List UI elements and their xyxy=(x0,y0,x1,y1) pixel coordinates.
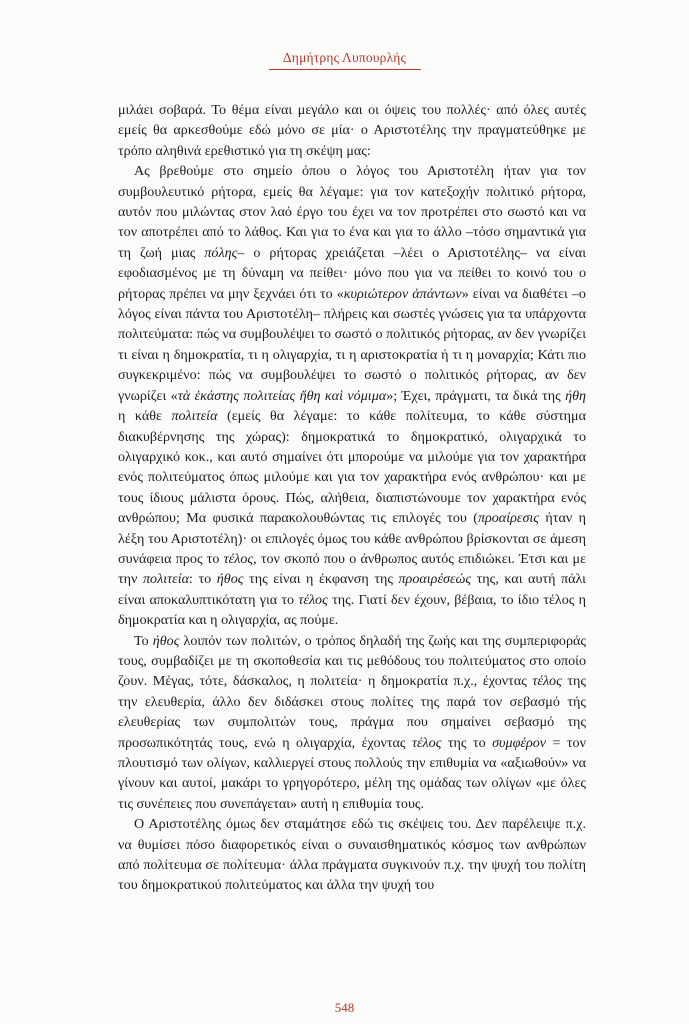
text-run: της το xyxy=(441,734,493,751)
running-header xyxy=(0,50,689,70)
text-run: »; Έχει, πράγματι, τα δικά της xyxy=(386,387,566,404)
italic-term: προαιρέσεώς xyxy=(398,571,472,588)
italic-term: πολιτεία xyxy=(171,408,218,425)
text-run: της. Γιατί δεν έχουν, βέβαια, το ίδιο τέλος η δημοκρατία και η ολιγαρχία, ας πούμε. xyxy=(118,591,586,629)
text-run: Ο Αριστοτέλης όμως δεν σταμάτησε εδώ τις σκέψεις του. Δεν παρέλειψε π.χ. να θυμίσει πόσο διαφορετικός είναι ο συναισθηματικός κόσμος των ανθρώπων από πολίτευμα σε πολίτευμα· άλλα πράγματα συγκινούν π.χ. την ψυχή του πολίτη του δημοκρατικού πολιτεύματος και άλλα την ψυχή του xyxy=(118,816,586,894)
paragraph xyxy=(118,100,586,161)
page-number: 548 xyxy=(334,1000,355,1015)
text-run: , τον σκοπό που ο άνθρωπος αυτός επιδιώκει. Έτσι και με την xyxy=(118,550,586,588)
italic-term: προαίρεσις xyxy=(477,510,540,527)
text-run: : το xyxy=(189,571,217,588)
text-run: (εμείς θα λέγαμε: το κάθε πολίτευμα, το κάθε σύστημα διακυβέρνησης της χώρας): δημοκρατικά το δημοκρατικό, ολιγαρχικά το ολιγαρχικό κοκ., και αυτό σημαίνει ότι μπορούμε να μιλούμε για τον χαρακτήρα ενός πολιτεύματος όπως μιλούμε και για τον χαρακτήρα ενός ανθρώπου· και με τους ίδιους μάλιστα όρους. Πώς, αλήθεια, διαπιστώνουμε τον χαρακτήρα ενός ανθρώπου; Μα φυσικά παρακολουθώντας τις επιλογές του ( xyxy=(118,408,586,527)
text-run: μιλάει σοβαρά. Το θέμα είναι μεγάλο και οι όψεις του πολλές· από όλες αυτές εμείς θα αρκεσθούμε εδώ μόνο σε μία· ο Αριστοτέλης την πραγματεύθηκε με τρόπο αληθινά ερεθιστικό για τη σκέψη μας: xyxy=(118,102,586,159)
paragraph xyxy=(118,814,586,896)
italic-term: ήθος xyxy=(152,632,180,649)
text-run: Το xyxy=(134,632,153,649)
text-run: της, και αυτή πάλι είναι αποκαλυπτικότατη για το xyxy=(118,571,586,608)
running-title: Δημήτρης Λυπουρλής xyxy=(282,50,407,65)
paragraph xyxy=(118,161,586,630)
italic-term: κυριώτερον ἁπάντων xyxy=(343,285,462,302)
italic-term: τέλος xyxy=(223,550,254,567)
italic-term: πολιτεία xyxy=(142,571,190,588)
body-text xyxy=(118,100,586,896)
text-run: – ο ρήτορας χρειάζεται –λέει ο Αριστοτέλης– να είναι εφοδιασμένος με τη δύναμη να πείθει· μόνο που για να πείθει το κοινό του ο ρήτορας πρέπει να μην ξεχνάει ότι το « xyxy=(118,244,587,302)
italic-term: τέλος xyxy=(532,673,562,690)
paragraph xyxy=(118,631,586,815)
text-run: ήταν η λέξη του Αριστοτέλη)· οι επιλογές όμως του κάθε ανθρώπου βρίσκονται σε άμεση συνάφεια προς το xyxy=(118,510,586,567)
header-underline xyxy=(269,69,421,70)
italic-term: ήθος xyxy=(216,571,244,588)
text-run: » είναι να διαθέτει –ο λόγος είναι πάντα του Αριστοτέλη– πλήρεις και σωστές γνώσεις για τα υπάρχοντα πολιτεύματα: πώς να συμβουλέψει το σωστό ο πολιτικός ρήτορας, αν δεν γνωρίζει τι είναι η δημοκρατία, τι η ολιγαρχία, τι η αριστοκρατία ή τι η μοναρχία; Κάτι πιο συγκεκριμένο: πώς να συμβουλέψει το σωστό ο πολιτικός ρήτορας, αν δεν γνωρίζει « xyxy=(118,285,586,404)
text-run: της είναι η έκφανση της xyxy=(243,571,399,588)
italic-term: ήθη xyxy=(565,387,586,404)
text-run: της την ελευθερία, άλλο δεν διδάσκει στους πολίτες της παρά τον σεβασμό τής ελευθερίας των συμπολιτών τους, πράγμα που σημαίνει σεβασμό της προσωπικότητάς τους, ενώ η ολιγαρχία, έχοντας xyxy=(118,673,586,751)
text-run: λοιπόν των πολιτών, ο τρόπος δηλαδή της ζωής και της συμπεριφοράς τους, συμβαδίζει με τη σκοποθεσία και τις μεθόδους του πολιτεύματος στο οποίο ζουν. Μέγας, τότε, δάσκαλος, η πολιτεία· η δημοκρατία π.χ., έχοντας xyxy=(118,632,586,690)
text-run: = τον πλουτισμό των ολίγων, καλλιεργεί στους πολλούς την επιθυμία να «αξιωθούν» να γίνουν και αυτοί, μακάρι το γρηγορότερο, μέλη της ομάδας των ολίγων «με όλες τις συνέπειες που συνεπάγεται» αυτή η επιθυμία τους. xyxy=(118,734,586,812)
italic-term: τέλος xyxy=(298,591,328,608)
text-run: η κάθε xyxy=(118,408,172,425)
italic-term: τέλος xyxy=(411,734,442,751)
text-run: Ας βρεθούμε στο σημείο όπου ο λόγος του Αριστοτέλη ήταν για τον συμβουλευτικό ρήτορα, εμείς θα λέγαμε: για τον κατεξοχήν πολιτικό ρήτορα, αυτόν που μιλώντας στον λαό έργο του έχει να τον προτρέπει στο σωστό και να τον αποτρέπει από το λάθος. Και για το ένα και για το άλλο –τόσο σημαντικά για τη ζωή μιας xyxy=(118,163,586,261)
italic-term: τὰ ἑκάστης πολιτείας ἤθη καὶ νόμιμα xyxy=(177,387,387,404)
italic-term: συμφέρον xyxy=(492,734,547,751)
italic-term: πόλης xyxy=(204,244,238,261)
